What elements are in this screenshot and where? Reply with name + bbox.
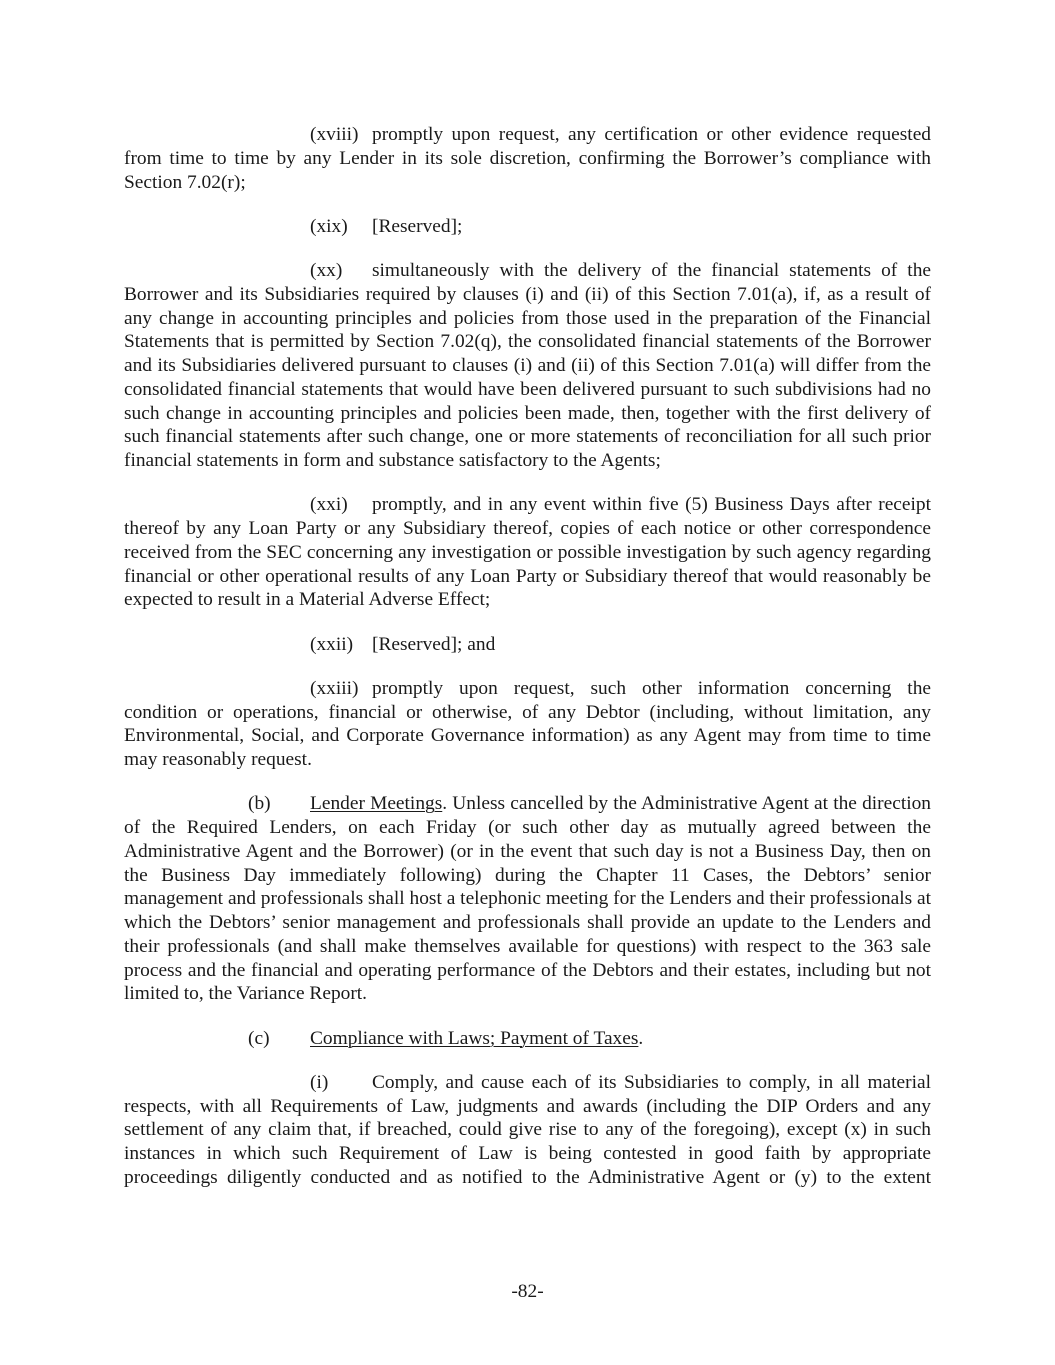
section-label: (c) (248, 1027, 270, 1049)
section-heading: Compliance with Laws; Payment of Taxes (310, 1027, 639, 1049)
clause-label: (xxi) (310, 494, 348, 516)
clause-text: [Reserved]; and (372, 633, 496, 655)
section-label: (b) (248, 793, 271, 815)
section-b-lender-meetings (124, 792, 931, 1006)
clause-xx (124, 259, 931, 473)
clause-label: (i) (310, 1071, 329, 1093)
clause-text: promptly upon request, any certification or other evidence requested from time to time by any Lender in its sole discretion, confirming the Borrower’s compliance with Section 7.02(r); (124, 124, 931, 193)
clause-label: (xviii) (310, 124, 359, 145)
clause-label: (xxiii) (310, 677, 359, 699)
clause-i (124, 1071, 931, 1190)
clause-xix (124, 215, 931, 239)
clause-text: promptly, and in any event within five (5) Business Days after receipt thereof by any Loan Party or any Subsidiary thereof, copies of each notice or other correspondence received from the SEC concerning any investigation or possible investigation by such agency regarding financial or other operational results of any Loan Party or Subsidiary thereof that would reasonably be expected to result in a Material Adverse Effect; (124, 494, 931, 611)
clause-text: simultaneously with the delivery of the financial statements of the Borrower and its Subsidiaries required by clauses (i) and (ii) of this Section 7.01(a), if, as a result of any change in accounting principles and policies from those used in the preparation of the Financial Statements that is permitted by Section 7.02(q), the consolidated financial statements of the Borrower and its Subsidiaries delivered pursuant to clauses (i) and (ii) of this Section 7.01(a) will differ from the consolidated financial statements that would have been delivered pursuant to such subdivisions had no such change in accounting principles and policies been made, then, together with the first delivery of such financial statements after such change, one or more statements of reconciliation for all such prior financial statements in form and substance satisfactory to the Agents; (124, 260, 931, 471)
clause-label: (xx) (310, 260, 343, 281)
document-page (124, 123, 931, 1210)
clause-text: promptly upon request, such other information concerning the condition or operations, financial or otherwise, of any Debtor (including, without limitation, any Environmental, Social, and Corporate Governance information) as any Agent may from time to time may reasonably request. (124, 677, 931, 770)
section-text: . (638, 1027, 644, 1049)
clause-text: Comply, and cause each of its Subsidiaries to comply, in all material respects, with all Requirements of Law, judgments and awards (including the DIP Orders and any settlement of any claim that, if breached, could give rise to any of the foregoing), except (x) in such instances in which such Requirement of Law is being contested in good faith by appropriate proceedings diligently conducted and as notified to the Administrative Agent or (y) to the extent (124, 1071, 931, 1188)
clause-xxi (124, 493, 931, 612)
clause-xviii (124, 123, 931, 194)
clause-xxiii (124, 677, 931, 772)
section-c-compliance (124, 1027, 931, 1051)
clause-label: (xxii) (310, 633, 354, 655)
section-heading: Lender Meetings (310, 793, 443, 815)
clause-text: [Reserved]; (372, 215, 463, 237)
section-text: . Unless cancelled by the Administrative Agent at the direction of the Required Lenders, on each Friday (or such other day as mutually agreed between the Administrative Agent and the Borrower) (or in the event that such day is not a Business Day, then on the Business Day immediately following) during the Chapter 11 Cases, the Debtors’ senior management and professionals shall host a telephonic meeting for the Lenders and their professionals at which the Debtors’ senior management and professionals shall provide an update to the Lenders and their professionals (and shall make themselves available for questions) with respect to the 363 sale process and the financial and operating performance of the Debtors and their estates, including but not limited to, the Variance Report. (124, 793, 932, 1005)
page-number: -82- (511, 1281, 544, 1302)
clause-label: (xix) (310, 215, 348, 237)
clause-xxii (124, 633, 931, 657)
